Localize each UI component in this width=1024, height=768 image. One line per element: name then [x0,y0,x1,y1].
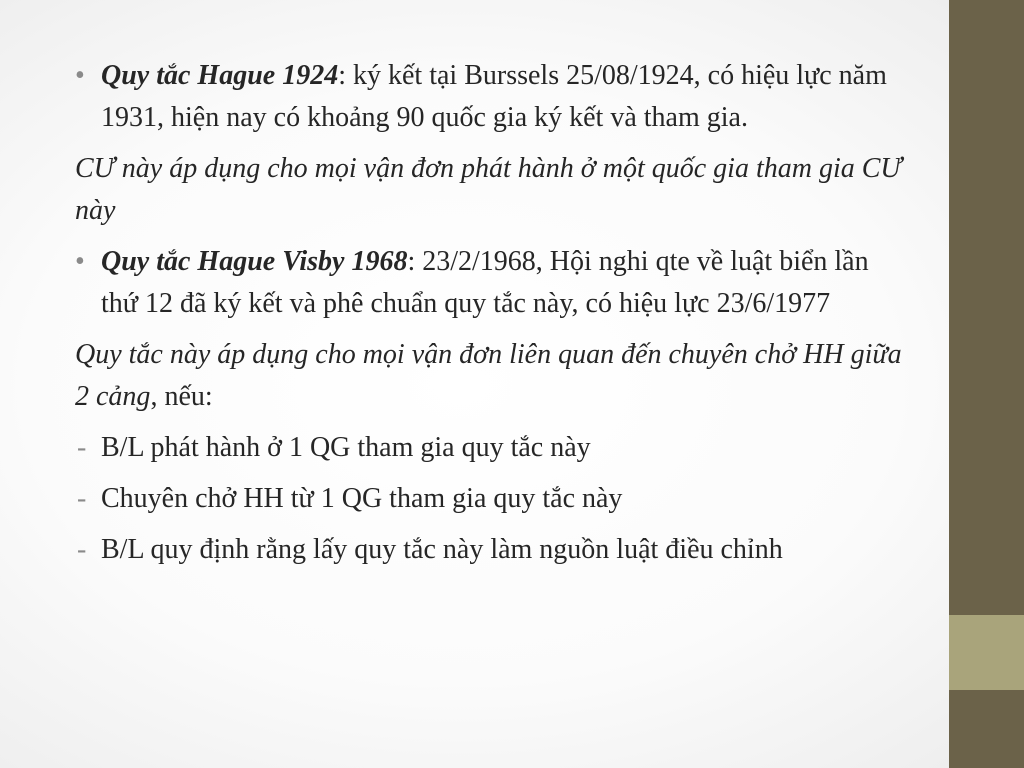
italic-note-1924: CƯ này áp dụng cho mọi vận đơn phát hành ở một quốc gia tham gia CƯ này [75,153,902,226]
dash-item-text: Chuyên chở HH từ 1 QG tham gia quy tắc này [101,483,623,514]
bullet-text: : ký kết tại Burssels 25/08/1924, có hiệu lực năm 1931, hiện nay có khoảng 90 quốc gia ký kết và tham gia. [101,60,887,133]
slide-body [75,55,905,580]
dash-item-3 [75,529,905,571]
dash-marker: - [77,483,87,514]
dash-item-2 [75,478,905,520]
dash-marker: - [77,432,87,463]
bullet-hague-visby-1968 [75,241,905,325]
bullet-marker: • [75,60,85,91]
scope-text: , nếu: [150,381,213,412]
bullet-hague-1924 [75,55,905,139]
dash-item-1 [75,427,905,469]
scope-paragraph [75,334,905,418]
bullet-marker: • [75,246,85,277]
bullet-label: Quy tắc Hague 1924 [101,60,339,91]
scope-italic-text: Quy tắc này áp dụng cho mọi vận đơn liên quan đến chuyên chở HH giữa 2 cảng [75,339,902,412]
sidebar-accent-block [949,615,1024,690]
bullet-text: : 23/2/1968, Hội nghi qte về luật biển lần thứ 12 đã ký kết và phê chuẩn quy tắc này, có hiệu lực 23/6/1977 [101,246,869,319]
dash-item-text: B/L quy định rằng lấy quy tắc này làm nguồn luật điều chỉnh [101,534,783,565]
dash-marker: - [77,534,87,565]
bullet-label: Quy tắc Hague Visby 1968 [101,246,408,277]
dash-item-text: B/L phát hành ở 1 QG tham gia quy tắc này [101,432,591,463]
